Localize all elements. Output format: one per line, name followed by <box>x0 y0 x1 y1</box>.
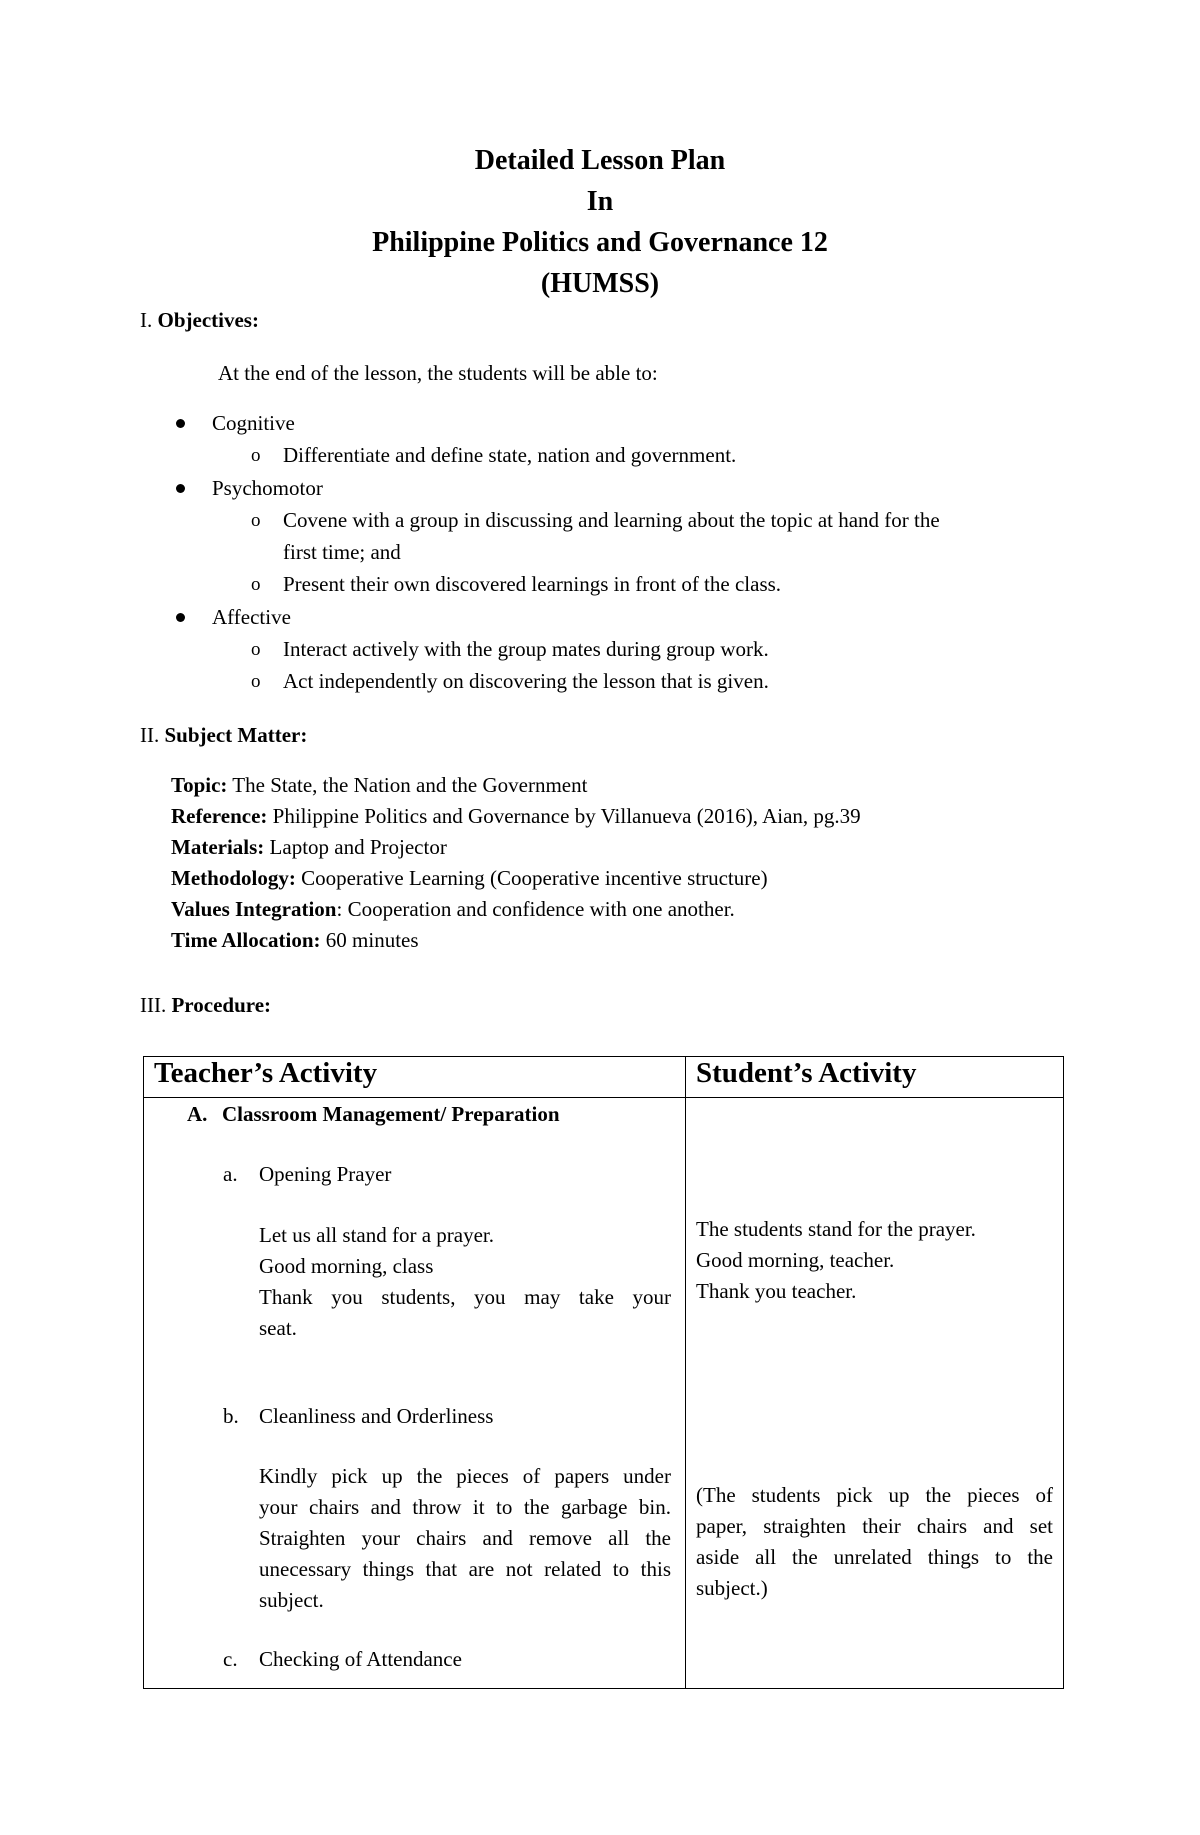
field-topic <box>171 770 587 801</box>
field-time-allocation <box>171 925 419 956</box>
student-line: Thank you teacher. <box>696 1279 857 1303</box>
student-line: aside all the unrelated things to the <box>696 1545 1053 1569</box>
field-value: : Cooperation and confidence with one another. <box>336 897 735 921</box>
objective-item: Interact actively with the group mates during group work. <box>283 637 769 661</box>
field-value: Laptop and Projector <box>269 835 447 859</box>
student-line: paper, straighten their chairs and set <box>696 1514 1053 1538</box>
field-value: Philippine Politics and Governance by Villanueva (2016), Aian, pg.39 <box>272 804 861 828</box>
field-materials <box>171 832 447 863</box>
sub-item-marker: b. <box>223 1404 239 1428</box>
student-line: Good morning, teacher. <box>696 1248 895 1272</box>
student-activity-header: Student’s Activity <box>686 1057 1064 1098</box>
objectives-title: Objectives: <box>157 308 259 332</box>
teacher-line: Good morning, class <box>259 1254 434 1278</box>
teacher-line: subject. <box>259 1588 324 1612</box>
title-line-1: Detailed Lesson Plan <box>474 145 726 176</box>
field-methodology <box>171 863 768 894</box>
teacher-line: seat. <box>259 1316 297 1340</box>
domain-label-cognitive: Cognitive <box>212 411 295 435</box>
section-marker: A. <box>187 1102 208 1126</box>
sub-item-title: Checking of Attendance <box>259 1647 462 1671</box>
student-line: (The students pick up the pieces of <box>696 1483 1053 1507</box>
field-label: Time Allocation: <box>171 928 321 952</box>
procedure-numeral: III. <box>140 993 167 1017</box>
teacher-activity-header: Teacher’s Activity <box>144 1057 686 1098</box>
procedure-table <box>143 1056 1064 1689</box>
objectives-intro: At the end of the lesson, the students will be able to: <box>218 361 658 385</box>
bullet-dot-icon <box>176 419 185 428</box>
circle-bullet-icon: o <box>251 671 261 692</box>
field-label: Materials: <box>171 835 265 859</box>
objectives-heading <box>140 305 259 336</box>
circle-bullet-icon: o <box>251 574 261 595</box>
teacher-line: Kindly pick up the pieces of papers under <box>259 1464 671 1488</box>
teacher-line: Thank you students, you may take your <box>259 1285 671 1309</box>
teacher-line: unecessary things that are not related to this <box>259 1557 671 1581</box>
objectives-numeral: I. <box>140 308 153 332</box>
field-value: Cooperative Learning (Cooperative incentive structure) <box>301 866 768 890</box>
field-reference <box>171 801 861 832</box>
objective-item: Present their own discovered learnings in front of the class. <box>283 572 782 596</box>
subject-matter-title: Subject Matter: <box>164 723 308 747</box>
section-title: Classroom Management/ Preparation <box>222 1102 560 1126</box>
bullet-dot-icon <box>176 613 185 622</box>
domain-label-psychomotor: Psychomotor <box>212 476 323 500</box>
objective-item: Act independently on discovering the lesson that is given. <box>283 669 769 693</box>
title-line-2: In <box>586 186 614 217</box>
teacher-line: your chairs and throw it to the garbage bin. <box>259 1495 671 1519</box>
title-line-4: (HUMSS) <box>540 268 660 299</box>
table-row <box>144 1098 1064 1689</box>
subject-matter-numeral: II. <box>140 723 160 747</box>
field-label: Reference: <box>171 804 268 828</box>
teacher-line: Straighten your chairs and remove all the <box>259 1526 671 1550</box>
field-values-integration <box>171 894 735 925</box>
field-label: Topic: <box>171 773 228 797</box>
field-label: Values Integration <box>171 897 337 921</box>
bullet-dot-icon <box>176 484 185 493</box>
student-line: subject.) <box>696 1576 768 1600</box>
sub-item-title: Cleanliness and Orderliness <box>259 1404 494 1428</box>
objective-item: Covene with a group in discussing and learning about the topic at hand for the <box>283 508 940 532</box>
table-header-row <box>144 1057 1064 1098</box>
sub-item-title: Opening Prayer <box>259 1162 392 1186</box>
circle-bullet-icon: o <box>251 510 261 531</box>
circle-bullet-icon: o <box>251 445 261 466</box>
sub-item-marker: c. <box>223 1647 238 1671</box>
title-block <box>0 140 1200 304</box>
procedure-title: Procedure: <box>171 993 272 1017</box>
domain-label-affective: Affective <box>212 605 291 629</box>
title-line-3: Philippine Politics and Governance 12 <box>372 227 828 258</box>
field-value: The State, the Nation and the Government <box>232 773 588 797</box>
teacher-activity-cell <box>144 1098 686 1689</box>
objective-item-continuation: first time; and <box>283 540 401 564</box>
field-label: Methodology: <box>171 866 296 890</box>
student-activity-cell <box>686 1098 1064 1689</box>
teacher-line: Let us all stand for a prayer. <box>259 1223 494 1247</box>
procedure-heading <box>140 990 271 1021</box>
field-value: 60 minutes <box>325 928 419 952</box>
circle-bullet-icon: o <box>251 639 261 660</box>
sub-item-marker: a. <box>223 1162 238 1186</box>
subject-matter-heading <box>140 720 307 751</box>
objective-item: Differentiate and define state, nation and government. <box>283 443 737 467</box>
student-line: The students stand for the prayer. <box>696 1217 976 1241</box>
